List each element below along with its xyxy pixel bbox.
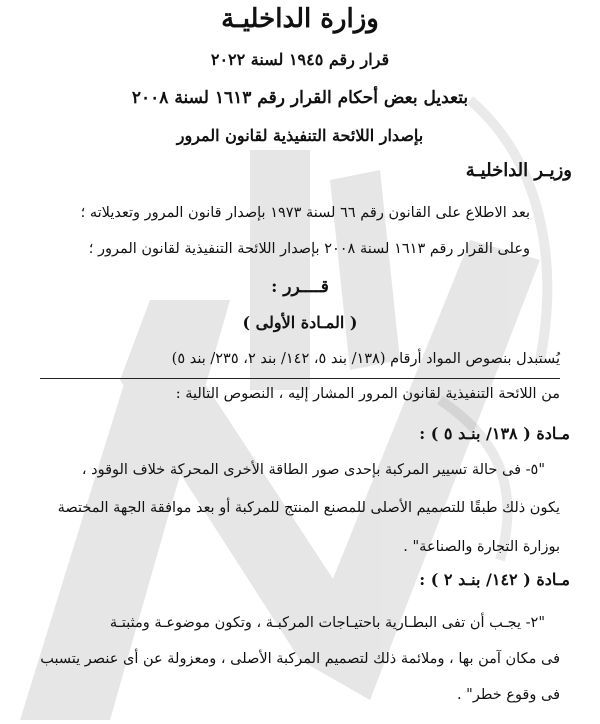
section-line: "٥- فى حالة تسيير المركبة بإحدى صور الطاقة الأخرى المحركة خلاف الوقود ،: [81, 462, 545, 478]
section-line: يكون ذلك طبقًا للتصميم الأصلى للمصنع المنتج للمركبة أو بعد موافقة الجهة المختصة: [57, 500, 560, 516]
decree-title: قرار رقم ١٩٤٥ لسنة ٢٠٢٢: [210, 50, 390, 69]
preamble-line: وعلى القرار رقم ١٦١٣ لسنة ٢٠٠٨ بإصدار اللائحة التنفيذية لقانون المرور ؛: [88, 241, 530, 257]
amendment-title: بتعديل بعض أحكام القرار رقم ١٦١٣ لسنة ٢٠٠٨: [131, 88, 469, 108]
divider: [40, 378, 560, 379]
article-text-line: يُستبدل بنصوص المواد أرقام (١٣٨/ بند ٥، ١٤٢/ بند ٢، ٢٣٥/ بند ٥): [171, 351, 560, 367]
article-text-line: من اللائحة التنفيذية لقانون المرور المشار إليه ، النصوص التالية :: [175, 386, 560, 402]
section-title: مـادة ( ١٣٨/ بنـد ٥ ) :: [419, 424, 570, 443]
ministry-title: وزارة الداخليـة: [221, 4, 379, 34]
section-title: مـادة ( ١٤٢/ بنـد ٢ ) :: [419, 570, 570, 589]
decided-heading: قــــرر :: [271, 277, 329, 297]
section-line: بوزارة التجارة والصناعة" .: [403, 539, 560, 555]
issuance-title: بإصدار اللائحة التنفيذية لقانون المرور: [176, 126, 424, 145]
section-line: فى وقوع خطر" .: [456, 687, 560, 703]
article-title: ( المـادة الأولى ): [242, 313, 358, 332]
preamble-line: بعد الاطلاع على القانون رقم ٦٦ لسنة ١٩٧٣ بإصدار قانون المرور وتعديلاته ؛: [80, 205, 530, 221]
section-line: "٢- يجـب أن تفى البطـارية باحتيـاجات المركبـة ، وتكون موضوعـة ومثبتـة: [109, 615, 545, 631]
minister-heading: وزيـر الداخليـة: [465, 160, 572, 181]
section-line: فى مكان آمن بها ، وملائمة ذلك لتصميم المركبة الأصلى ، ومعزولة عن أى عنصر يتسبب: [40, 651, 560, 667]
